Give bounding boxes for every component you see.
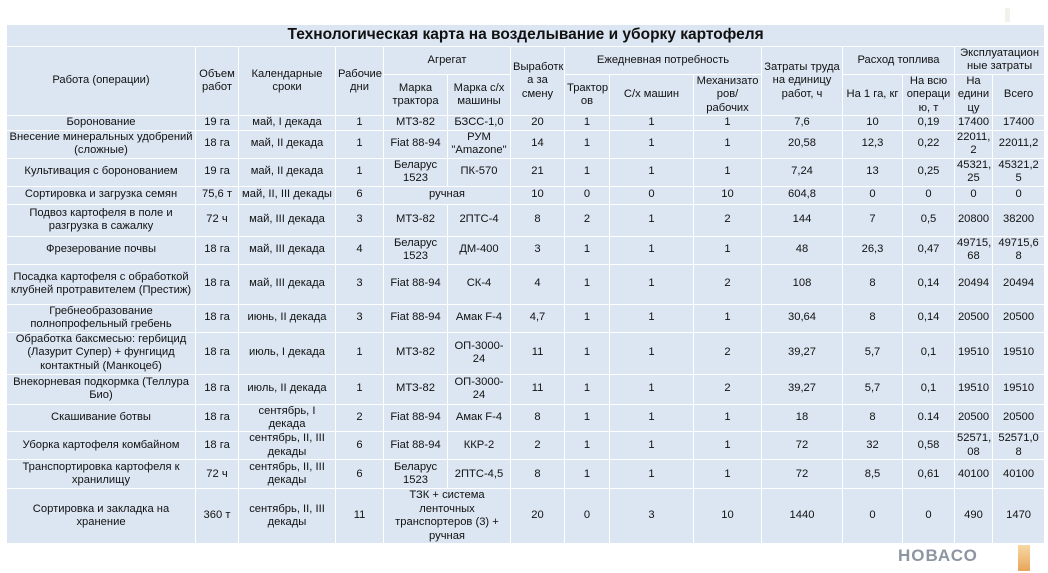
cell-machine-brand: ДМ-400	[448, 236, 511, 264]
cell-tractor-brand: Fiat 88-94	[384, 404, 448, 432]
cell-work-days: 1	[336, 332, 384, 374]
cell-expenses-per-unit: 490	[955, 489, 993, 544]
cell-tractors: 1	[565, 130, 610, 158]
header-labor-cost: Затраты труда на единицу работ, ч	[762, 47, 843, 116]
cell-dates: сентябрь, I декада	[239, 404, 336, 432]
cell-work-days: 2	[336, 404, 384, 432]
cell-fuel-per-ha: 8	[843, 264, 903, 304]
header-work-days: Рабочие дни	[336, 47, 384, 116]
cell-tractor-brand: МТЗ-82	[384, 116, 448, 130]
header-expenses-total: Всего	[993, 74, 1045, 115]
cell-dates: май, III декада	[239, 204, 336, 236]
cell-dates: май, II декада	[239, 158, 336, 186]
cell-tractors: 1	[565, 116, 610, 130]
table-row	[7, 460, 1045, 489]
cell-tractor-brand: Fiat 88-94	[384, 432, 448, 460]
cell-shift-output: 3	[511, 236, 565, 264]
cell-volume: 19 га	[196, 158, 239, 186]
table-row	[7, 264, 1045, 304]
cell-fuel-total: 0	[903, 186, 955, 204]
cell-volume: 18 га	[196, 264, 239, 304]
cell-tractor-brand: МТЗ-82	[384, 374, 448, 404]
cell-expenses-total: 22011,2	[993, 130, 1045, 158]
cell-mechanizers: 1	[694, 460, 762, 489]
cell-expenses-total: 20494	[993, 264, 1045, 304]
header-row-1	[7, 47, 1045, 75]
table-row	[7, 204, 1045, 236]
cell-work: Скашивание ботвы	[7, 404, 196, 432]
cell-fuel-per-ha: 0	[843, 186, 903, 204]
cell-shift-output: 8	[511, 204, 565, 236]
decorative-bar	[1018, 545, 1030, 571]
header-mechanizers: Механизато ров/рабочих	[694, 74, 762, 115]
cell-machine-brand: ОП-3000-24	[448, 332, 511, 374]
cell-tractor-brand: МТЗ-82	[384, 332, 448, 374]
cell-mechanizers: 2	[694, 374, 762, 404]
cell-machine-brand: ПК-570	[448, 158, 511, 186]
cell-fuel-per-ha: 0	[843, 489, 903, 544]
cell-unit-merged: ТЗК + система ленточных транспортеров (3) + ручная	[384, 489, 511, 544]
cell-shift-output: 2	[511, 432, 565, 460]
corner-decoration	[1005, 8, 1010, 22]
cell-work: Подвоз картофеля в поле и разгрузка в сажалку	[7, 204, 196, 236]
cell-labor-cost: 39,27	[762, 332, 843, 374]
cell-machines: 0	[610, 186, 694, 204]
cell-tractors: 1	[565, 460, 610, 489]
cell-dates: май, II декада	[239, 130, 336, 158]
cell-fuel-total: 0,58	[903, 432, 955, 460]
cell-work: Посадка картофеля с обработкой клубней протравителем (Престиж)	[7, 264, 196, 304]
cell-dates: июнь, II декада	[239, 304, 336, 332]
cell-tractors: 1	[565, 404, 610, 432]
cell-mechanizers: 1	[694, 116, 762, 130]
cell-machines: 1	[610, 460, 694, 489]
cell-tractors: 2	[565, 204, 610, 236]
cell-work-days: 3	[336, 304, 384, 332]
cell-expenses-per-unit: 40100	[955, 460, 993, 489]
cell-fuel-total: 0,5	[903, 204, 955, 236]
cell-work-days: 1	[336, 158, 384, 186]
cell-dates: май, I декада	[239, 116, 336, 130]
cell-machines: 1	[610, 158, 694, 186]
cell-tractors: 1	[565, 374, 610, 404]
cell-expenses-per-unit: 52571, 08	[955, 432, 993, 460]
cell-expenses-total: 45321,2 5	[993, 158, 1045, 186]
cell-shift-output: 20	[511, 116, 565, 130]
cell-work: Гребнеобразование полнопрофельный гребень	[7, 304, 196, 332]
table-row	[7, 186, 1045, 204]
header-machine-brand: Марка с/х машины	[448, 74, 511, 115]
cell-dates: май, III декада	[239, 264, 336, 304]
cell-tractors: 1	[565, 332, 610, 374]
cell-expenses-per-unit: 20500	[955, 404, 993, 432]
cell-work-days: 4	[336, 236, 384, 264]
cell-tractors: 0	[565, 186, 610, 204]
cell-labor-cost: 604,8	[762, 186, 843, 204]
cell-labor-cost: 1440	[762, 489, 843, 544]
cell-work-days: 3	[336, 204, 384, 236]
cell-machines: 1	[610, 304, 694, 332]
cell-fuel-per-ha: 8	[843, 304, 903, 332]
cell-tractor-brand: Fiat 88-94	[384, 304, 448, 332]
cell-expenses-per-unit: 19510	[955, 374, 993, 404]
cell-shift-output: 8	[511, 404, 565, 432]
cell-volume: 19 га	[196, 116, 239, 130]
cell-tractor-brand: Беларус 1523	[384, 158, 448, 186]
cell-work: Фрезерование почвы	[7, 236, 196, 264]
cell-fuel-total: 0,22	[903, 130, 955, 158]
table-row	[7, 332, 1045, 374]
cell-labor-cost: 39,27	[762, 374, 843, 404]
cell-work: Боронование	[7, 116, 196, 130]
table-body	[7, 116, 1045, 544]
cell-mechanizers: 1	[694, 304, 762, 332]
cell-machine-brand: СК-4	[448, 264, 511, 304]
cell-work: Транспортировка картофеля к хранилищу	[7, 460, 196, 489]
cell-labor-cost: 48	[762, 236, 843, 264]
cell-fuel-total: 0,14	[903, 264, 955, 304]
cell-volume: 360 т	[196, 489, 239, 544]
cell-tractors: 0	[565, 489, 610, 544]
cell-tractor-brand: Fiat 88-94	[384, 130, 448, 158]
header-tractors: Трактор ов	[565, 74, 610, 115]
cell-shift-output: 11	[511, 374, 565, 404]
cell-machines: 3	[610, 489, 694, 544]
cell-tractor-brand: Fiat 88-94	[384, 264, 448, 304]
table-row	[7, 489, 1045, 544]
cell-machine-brand: Амак F-4	[448, 304, 511, 332]
header-fuel-group: Расход топлива	[843, 47, 955, 75]
cell-labor-cost: 7,6	[762, 116, 843, 130]
table-title: Технологическая карта на возделывание и уборку картофеля	[7, 25, 1045, 47]
cell-machine-brand: РУМ "Amazone"	[448, 130, 511, 158]
cell-dates: май, II, III декады	[239, 186, 336, 204]
cell-fuel-per-ha: 5,7	[843, 374, 903, 404]
cell-machines: 1	[610, 432, 694, 460]
cell-tractor-brand: МТЗ-82	[384, 204, 448, 236]
header-work: Работа (операции)	[7, 47, 196, 116]
cell-dates: июль, I декада	[239, 332, 336, 374]
cell-work: Внекорневая подкормка (Теллура Био)	[7, 374, 196, 404]
cell-shift-output: 8	[511, 460, 565, 489]
cell-mechanizers: 2	[694, 204, 762, 236]
cell-machines: 1	[610, 264, 694, 304]
cell-machine-brand: БЗСС-1,0	[448, 116, 511, 130]
cell-volume: 18 га	[196, 236, 239, 264]
header-volume: Объем работ	[196, 47, 239, 116]
cell-machines: 1	[610, 332, 694, 374]
cell-machines: 1	[610, 116, 694, 130]
cell-volume: 18 га	[196, 304, 239, 332]
cell-volume: 18 га	[196, 432, 239, 460]
header-expenses-group: Эксплуатацион ные затраты	[955, 47, 1045, 75]
cell-fuel-per-ha: 8,5	[843, 460, 903, 489]
cell-mechanizers: 1	[694, 158, 762, 186]
cell-volume: 18 га	[196, 374, 239, 404]
table-row	[7, 130, 1045, 158]
tech-card-table	[6, 24, 1045, 544]
cell-work-days: 6	[336, 186, 384, 204]
cell-mechanizers: 2	[694, 264, 762, 304]
cell-work-days: 6	[336, 432, 384, 460]
cell-labor-cost: 20,58	[762, 130, 843, 158]
cell-fuel-per-ha: 13	[843, 158, 903, 186]
cell-work: Сортировка и загрузка семян	[7, 186, 196, 204]
table-row	[7, 432, 1045, 460]
cell-expenses-total: 40100	[993, 460, 1045, 489]
cell-fuel-per-ha: 8	[843, 404, 903, 432]
cell-expenses-per-unit: 0	[955, 186, 993, 204]
cell-fuel-total: 0,61	[903, 460, 955, 489]
table-row	[7, 158, 1045, 186]
cell-fuel-total: 0,25	[903, 158, 955, 186]
cell-volume: 18 га	[196, 130, 239, 158]
cell-machines: 1	[610, 130, 694, 158]
cell-tractor-brand: Беларус 1523	[384, 236, 448, 264]
cell-fuel-per-ha: 12,3	[843, 130, 903, 158]
cell-tractors: 1	[565, 236, 610, 264]
cell-mechanizers: 10	[694, 489, 762, 544]
cell-work-days: 1	[336, 116, 384, 130]
table-row	[7, 116, 1045, 130]
cell-dates: сентябрь, II, III декады	[239, 432, 336, 460]
cell-fuel-per-ha: 26,3	[843, 236, 903, 264]
cell-machine-brand: ККР-2	[448, 432, 511, 460]
header-tractor-brand: Марка трактора	[384, 74, 448, 115]
cell-fuel-total: 0,14	[903, 304, 955, 332]
cell-tractors: 1	[565, 264, 610, 304]
cell-work-days: 6	[336, 460, 384, 489]
table-row	[7, 304, 1045, 332]
cell-expenses-per-unit: 45321, 25	[955, 158, 993, 186]
cell-shift-output: 20	[511, 489, 565, 544]
cell-tractors: 1	[565, 432, 610, 460]
cell-machine-brand: 2ПТС-4	[448, 204, 511, 236]
cell-expenses-total: 20500	[993, 404, 1045, 432]
cell-machine-brand: 2ПТС-4,5	[448, 460, 511, 489]
cell-expenses-per-unit: 19510	[955, 332, 993, 374]
cell-fuel-per-ha: 32	[843, 432, 903, 460]
cell-labor-cost: 18	[762, 404, 843, 432]
cell-fuel-total: 0.14	[903, 404, 955, 432]
cell-work: Обработка баксмесью: гербицид (Лазурит Супер) + фунгицид контактный (Манкоцеб)	[7, 332, 196, 374]
cell-fuel-per-ha: 7	[843, 204, 903, 236]
cell-shift-output: 21	[511, 158, 565, 186]
cell-mechanizers: 1	[694, 432, 762, 460]
cell-expenses-per-unit: 17400	[955, 116, 993, 130]
header-fuel-total: На всю операци ю, т	[903, 74, 955, 115]
cell-labor-cost: 7,24	[762, 158, 843, 186]
header-machines: С/х машин	[610, 74, 694, 115]
cell-work: Уборка картофеля комбайном	[7, 432, 196, 460]
header-expenses-per-unit: На едини цу	[955, 74, 993, 115]
cell-shift-output: 11	[511, 332, 565, 374]
cell-fuel-total: 0,47	[903, 236, 955, 264]
cell-fuel-per-ha: 10	[843, 116, 903, 130]
cell-tractors: 1	[565, 158, 610, 186]
cell-expenses-per-unit: 49715, 68	[955, 236, 993, 264]
cell-dates: сентябрь, II, III декады	[239, 460, 336, 489]
header-unit-group: Агрегат	[384, 47, 511, 75]
cell-work-days: 1	[336, 374, 384, 404]
brand-watermark: НОВАСО	[898, 546, 978, 565]
cell-volume: 72 ч	[196, 204, 239, 236]
header-daily-need-group: Ежедневная потребность	[565, 47, 762, 75]
cell-volume: 18 га	[196, 332, 239, 374]
cell-unit-merged: ручная	[384, 186, 511, 204]
cell-labor-cost: 108	[762, 264, 843, 304]
cell-expenses-per-unit: 22011, 2	[955, 130, 993, 158]
cell-shift-output: 10	[511, 186, 565, 204]
cell-expenses-per-unit: 20500	[955, 304, 993, 332]
cell-work-days: 11	[336, 489, 384, 544]
cell-work-days: 1	[336, 130, 384, 158]
cell-mechanizers: 1	[694, 236, 762, 264]
cell-dates: сентябрь, II, III декады	[239, 489, 336, 544]
cell-shift-output: 4	[511, 264, 565, 304]
header-dates: Календарные сроки	[239, 47, 336, 116]
cell-mechanizers: 2	[694, 332, 762, 374]
cell-fuel-total: 0	[903, 489, 955, 544]
header-fuel-per-ha: На 1 га, кг	[843, 74, 903, 115]
cell-work: Сортировка и закладка на хранение	[7, 489, 196, 544]
cell-dates: июль, II декада	[239, 374, 336, 404]
cell-work-days: 3	[336, 264, 384, 304]
cell-tractors: 1	[565, 304, 610, 332]
cell-machine-brand: Амак F-4	[448, 404, 511, 432]
cell-machine-brand: ОП-3000-24	[448, 374, 511, 404]
header-shift-output: Выработк а за смену	[511, 47, 565, 116]
cell-labor-cost: 72	[762, 460, 843, 489]
cell-work: Культивация с боронованием	[7, 158, 196, 186]
cell-expenses-total: 20500	[993, 304, 1045, 332]
cell-expenses-total: 38200	[993, 204, 1045, 236]
cell-expenses-per-unit: 20800	[955, 204, 993, 236]
cell-dates: май, III декада	[239, 236, 336, 264]
cell-mechanizers: 1	[694, 404, 762, 432]
cell-shift-output: 4,7	[511, 304, 565, 332]
cell-fuel-total: 0,1	[903, 374, 955, 404]
table-row	[7, 374, 1045, 404]
cell-volume: 75,6 т	[196, 186, 239, 204]
table-row	[7, 404, 1045, 432]
cell-volume: 18 га	[196, 404, 239, 432]
cell-expenses-total: 19510	[993, 374, 1045, 404]
cell-expenses-per-unit: 20494	[955, 264, 993, 304]
cell-expenses-total: 19510	[993, 332, 1045, 374]
cell-expenses-total: 49715,6 8	[993, 236, 1045, 264]
table-row	[7, 236, 1045, 264]
cell-expenses-total: 52571,0 8	[993, 432, 1045, 460]
cell-expenses-total: 0	[993, 186, 1045, 204]
cell-machines: 1	[610, 236, 694, 264]
cell-expenses-total: 17400	[993, 116, 1045, 130]
cell-mechanizers: 1	[694, 130, 762, 158]
cell-fuel-total: 0,1	[903, 332, 955, 374]
cell-fuel-total: 0,19	[903, 116, 955, 130]
title-row	[7, 25, 1045, 47]
cell-mechanizers: 10	[694, 186, 762, 204]
cell-machines: 1	[610, 374, 694, 404]
cell-labor-cost: 72	[762, 432, 843, 460]
cell-labor-cost: 144	[762, 204, 843, 236]
cell-work: Внесение минеральных удобрений (сложные)	[7, 130, 196, 158]
cell-fuel-per-ha: 5,7	[843, 332, 903, 374]
cell-machines: 1	[610, 204, 694, 236]
cell-tractor-brand: Беларус 1523	[384, 460, 448, 489]
cell-shift-output: 14	[511, 130, 565, 158]
cell-expenses-total: 1470	[993, 489, 1045, 544]
cell-labor-cost: 30,64	[762, 304, 843, 332]
cell-volume: 72 ч	[196, 460, 239, 489]
cell-machines: 1	[610, 404, 694, 432]
